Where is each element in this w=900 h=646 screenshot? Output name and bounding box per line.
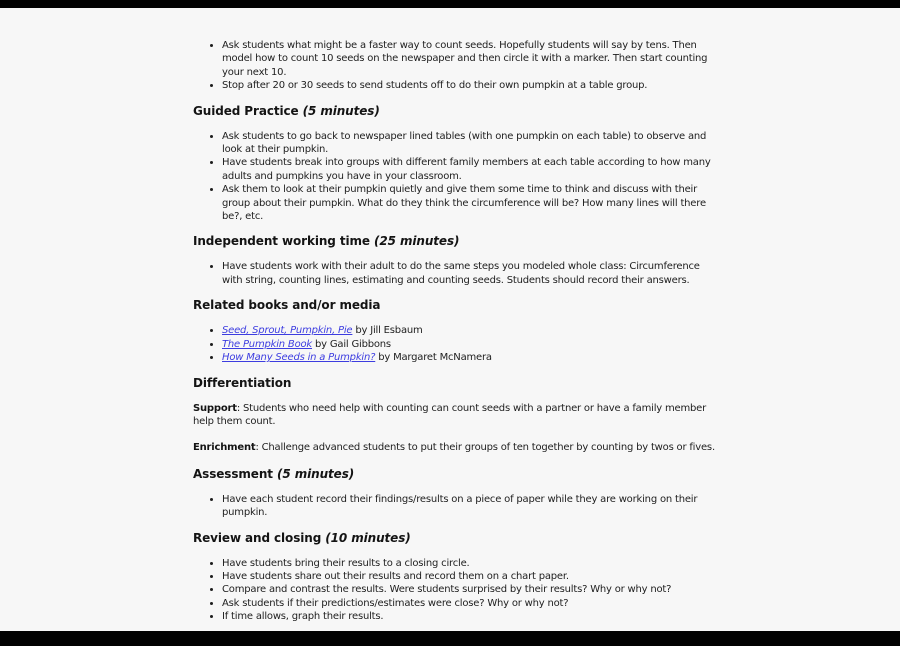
assessment-bullet-list (193, 493, 720, 520)
heading-text: Related books and/or media (193, 298, 381, 313)
heading-text: Guided Practice (193, 103, 299, 118)
book-author: by Jill Esbaum (352, 325, 423, 337)
heading-related-books (193, 299, 720, 312)
list-item: • If time allows, graph their results. (222, 610, 720, 623)
enrichment-paragraph (193, 441, 720, 454)
list-item: • Have students work with their adult to do the same steps you modeled whole class: Circumference with string, counting lines, estimating and counting seeds. Students should record their answers. (222, 260, 720, 287)
book-author: by Margaret McNamera (375, 352, 492, 364)
heading-duration: (5 minutes) (302, 103, 380, 118)
independent-working-bullet-list (193, 260, 720, 287)
list-item: • Ask students to go back to newspaper lined tables (with one pumpkin on each table) to observe and look at their pumpkin. (222, 130, 720, 157)
list-item (222, 338, 720, 351)
heading-duration: (5 minutes) (277, 466, 355, 481)
list-item: • Have students bring their results to a closing circle. (222, 557, 720, 570)
guided-practice-bullet-list (193, 130, 720, 224)
support-paragraph (193, 402, 720, 429)
related-books-bullet-list (193, 324, 720, 364)
paragraph-label: Enrichment (193, 442, 256, 454)
list-item (222, 324, 720, 337)
review-closing-bullet-list (193, 557, 720, 624)
book-link[interactable]: The Pumpkin Book (222, 338, 313, 350)
list-item: • Ask them to look at their pumpkin quietly and give them some time to think and discuss with their group about their pumpkin. What do they think the circumference will be? How many lines will there be?, etc. (222, 183, 720, 223)
paragraph-label: Support (193, 402, 237, 414)
paragraph-text: : Challenge advanced students to put their groups of ten together by counting by twos or fives. (255, 442, 715, 454)
list-item: • Ask students if their predictions/estimates were close? Why or why not? (222, 597, 720, 610)
heading-text: Independent working time (193, 234, 370, 249)
list-item: • Stop after 20 or 30 seeds to send students off to do their own pumpkin at a table group. (222, 79, 720, 92)
list-item: • Have each student record their findings/results on a piece of paper while they are working on their pumpkin. (222, 493, 720, 520)
paragraph-text: : Students who need help with counting can count seeds with a partner or have a family member help them count. (193, 402, 707, 427)
list-item: • Have students break into groups with different family members at each table according to how many adults and pumpkins you have in your classroom. (222, 156, 720, 183)
heading-independent-working-time (193, 235, 720, 248)
book-link[interactable]: Seed, Sprout, Pumpkin, Pie (222, 325, 353, 337)
intro-bullet-list (193, 39, 720, 93)
heading-duration: (25 minutes) (374, 234, 460, 249)
heading-guided-practice (193, 105, 720, 118)
heading-differentiation (193, 377, 720, 390)
book-link[interactable]: How Many Seeds in a Pumpkin? (222, 352, 376, 364)
list-item (222, 351, 720, 364)
heading-duration: (10 minutes) (325, 530, 411, 545)
list-item: • Ask students what might be a faster way to count seeds. Hopefully students will say by tens. Then model how to count 10 seeds on the newspaper and then circle it with a marker. Then start counting your next 10. (222, 39, 720, 79)
list-item: • Have students share out their results and record them on a chart paper. (222, 570, 720, 583)
lesson-plan-document (193, 39, 720, 624)
heading-text: Assessment (193, 466, 273, 481)
top-letterbox-bar (0, 0, 900, 8)
list-item: • Compare and contrast the results. Were students surprised by their results? Why or why not? (222, 583, 720, 596)
heading-review-and-closing (193, 532, 720, 545)
heading-assessment (193, 468, 720, 481)
bottom-letterbox-bar (0, 631, 900, 646)
book-author: by Gail Gibbons (312, 338, 391, 350)
heading-text: Review and closing (193, 530, 322, 545)
heading-text: Differentiation (193, 375, 292, 390)
